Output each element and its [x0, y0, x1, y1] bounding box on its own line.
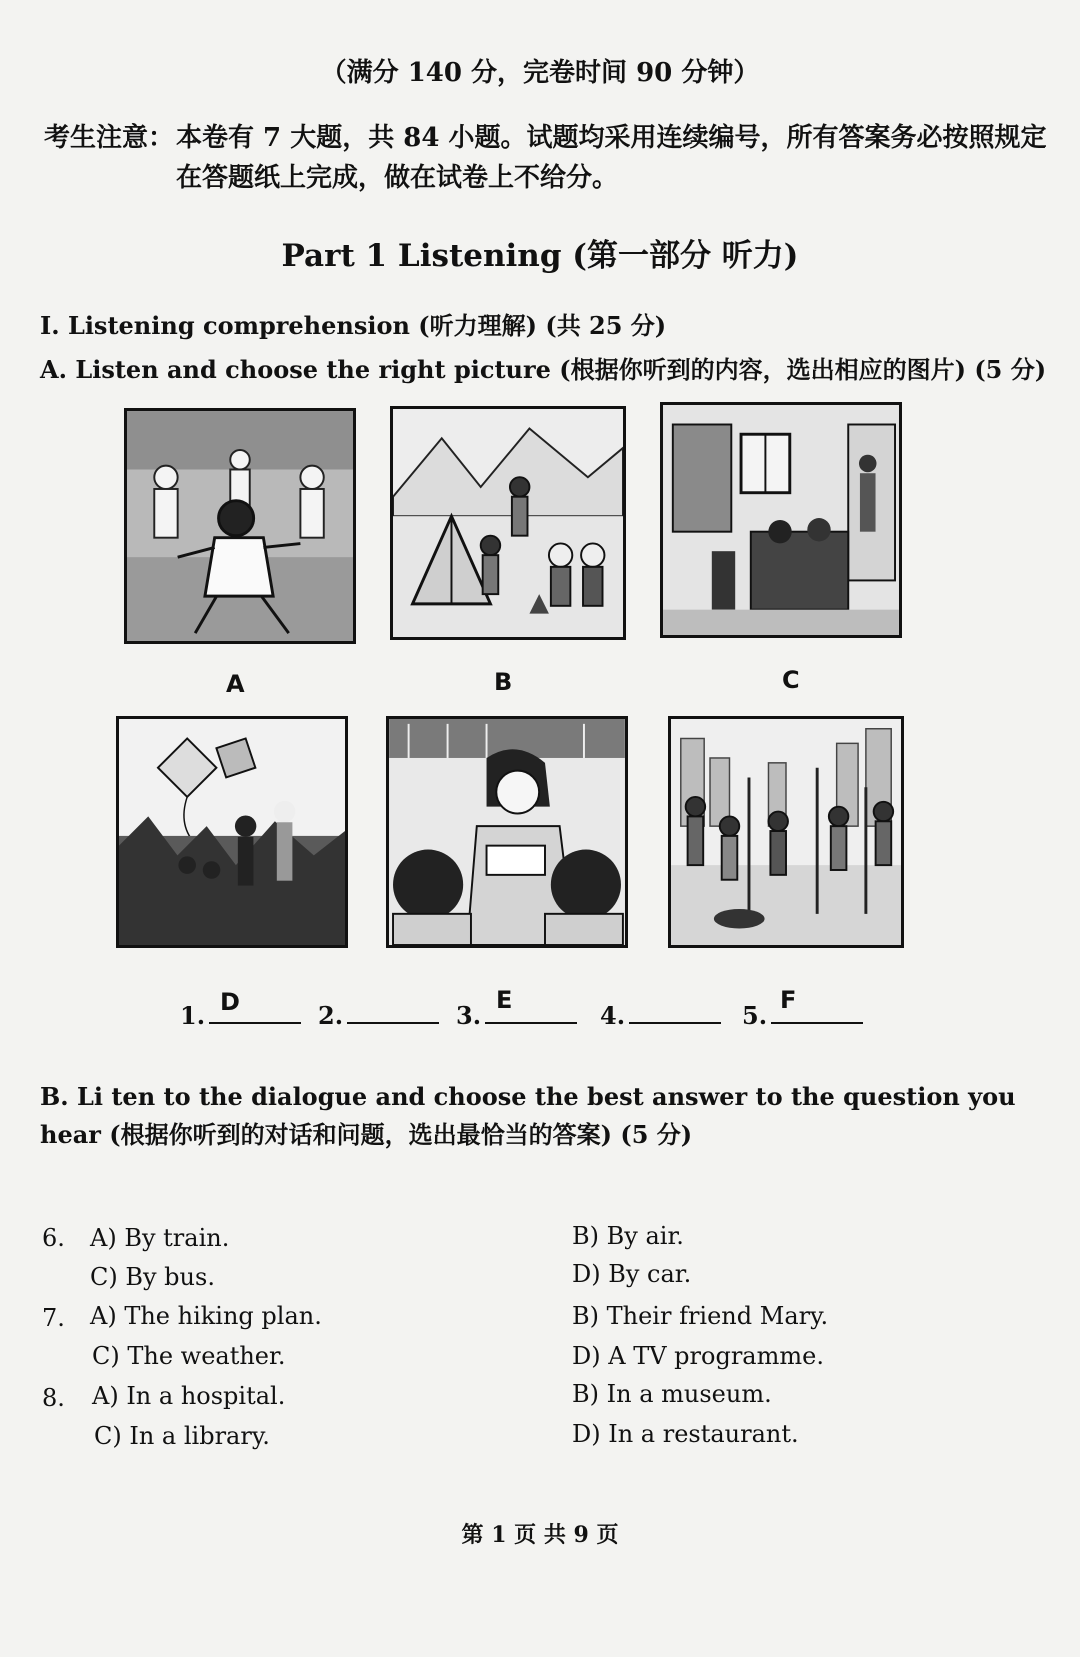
section-a-title: A. Listen and choose the right picture (根据你听到的内容，选出相应的图片) (5 分) [40, 355, 1047, 384]
answer-blank-3[interactable]: 3. [456, 1000, 577, 1030]
question-7-option-c[interactable]: C) The weather. [92, 1342, 286, 1370]
question-7-option-b[interactable]: B) Their friend Mary. [572, 1302, 829, 1330]
tree-planting-picture [668, 716, 904, 948]
tai-chi-icon [127, 411, 353, 641]
picture-label-d: D [220, 988, 240, 1016]
kite-flying-picture [116, 716, 348, 948]
picture-label-e: E [496, 986, 513, 1014]
question-8-option-d[interactable]: D) In a restaurant. [572, 1420, 799, 1448]
classroom-icon [389, 719, 625, 945]
picture-label-b: B [494, 668, 513, 696]
question-number-6: 6. [42, 1224, 65, 1252]
tai-chi-picture [124, 408, 356, 644]
page-footer: 第 1 页 共 9 页 [461, 1522, 619, 1548]
question-6-option-c[interactable]: C) By bus. [90, 1263, 215, 1291]
picture-label-f: F [780, 986, 797, 1014]
answer-blank-4[interactable]: 4. [600, 1000, 721, 1030]
answer-blank-2[interactable]: 2. [318, 1000, 439, 1030]
score-line: （满分 140 分，完卷时间 90 分钟） [320, 58, 760, 88]
living-room-picture [660, 402, 902, 638]
camping-picture [390, 406, 626, 640]
section-b-title: B. Li ten to the dialogue and choose the best answer to the question you hear (根据你听到的对话和问题，选出最恰当的答案) (5 分) [40, 1082, 1016, 1149]
answer-blank-1[interactable]: 1. [180, 1000, 301, 1030]
question-7-option-a[interactable]: A) The hiking plan. [90, 1302, 322, 1330]
section-title: I. Listening comprehension (听力理解) (共 25 分) [40, 311, 667, 340]
picture-label-c: C [782, 666, 800, 694]
picture-label-a: A [226, 670, 245, 698]
question-number-8: 8. [42, 1384, 65, 1412]
tree-planting-icon [671, 719, 901, 945]
part-title: Part 1 Listening (第一部分 听力) [281, 238, 799, 274]
question-8-option-c[interactable]: C) In a library. [94, 1422, 270, 1450]
living-room-icon [663, 405, 899, 635]
question-6-option-b[interactable]: B) By air. [572, 1222, 684, 1250]
question-6-option-a[interactable]: A) By train. [90, 1224, 230, 1252]
notice-label: 考生注意： [44, 123, 175, 153]
question-6-option-d[interactable]: D) By car. [572, 1260, 692, 1288]
question-8-option-a[interactable]: A) In a hospital. [92, 1382, 286, 1410]
question-number-7: 7. [42, 1304, 65, 1332]
exam-notice [44, 118, 1054, 198]
question-7-option-d[interactable]: D) A TV programme. [572, 1342, 824, 1370]
kite-flying-icon [119, 719, 345, 945]
question-8-option-b[interactable]: B) In a museum. [572, 1380, 772, 1408]
answer-blank-5[interactable]: 5. [742, 1000, 863, 1030]
classroom-picture [386, 716, 628, 948]
camping-icon [393, 409, 623, 637]
notice-body: 本卷有 7 大题，共 84 小题。试题均采用连续编号，所有答案务必按照规定在答题纸上完成，做在试卷上不给分。 [176, 123, 1047, 193]
